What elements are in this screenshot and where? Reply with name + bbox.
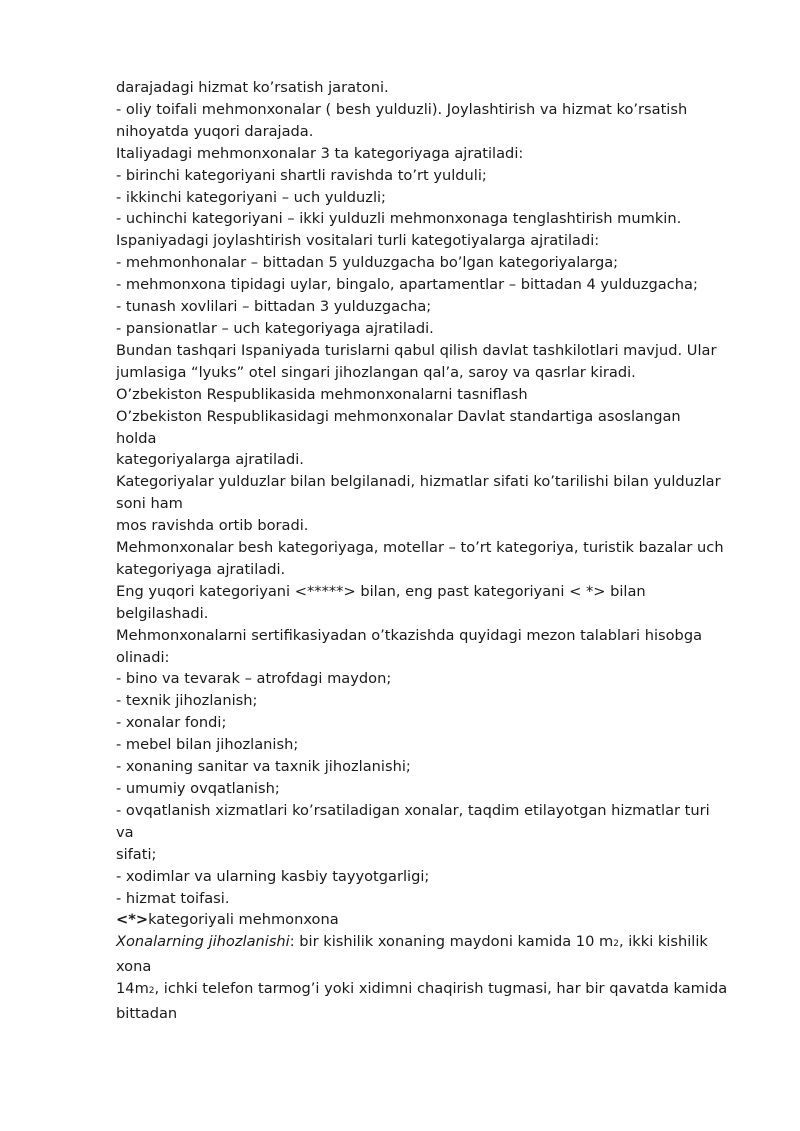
text-line: Bundan tashqari Ispaniyada turislarni qabul qilish davlat tashkilotlari mavjud. Ular: [116, 341, 717, 359]
category-stars: <*>: [116, 911, 149, 929]
text-line: va: [116, 823, 134, 841]
text-line: - uchinchi kategoriyani – ikki yulduzli mehmonxonaga tenglashtirish mumkin.: [116, 210, 682, 228]
text-line: [116, 978, 756, 1003]
list-item: - texnik jihozlanish;: [116, 692, 258, 710]
text-line: Mehmonxonalarni sertifikasiyadan o’tkazishda quyidagi mezon talablari hisobga: [116, 626, 703, 644]
text-line: kategoriyalarga ajratiladi.: [116, 451, 304, 469]
text-line: mos ravishda ortib boradi.: [116, 517, 309, 535]
text-line: Ispaniyadagi joylashtirish vositalari turli kategotiyalarga ajratiladi:: [116, 232, 600, 250]
list-item: - hizmat toifasi.: [116, 889, 230, 907]
text-line: darajadagi hizmat ko’rsatish jaratoni.: [116, 79, 389, 96]
list-item: - xonaning sanitar va taxnik jihozlanishi;: [116, 758, 411, 776]
text-after-area: , ichki telefon tarmog’i yoki xidimni chaqirish tugmasi, har bir qavatda kamida: [154, 980, 728, 998]
rooms-label: Xonalarning jihozlanishi: [116, 933, 290, 951]
rooms-text-a: : bir kishilik xonaning maydoni kamida 10 m: [289, 933, 614, 951]
text-line: - oliy toifali mehmonxonalar ( besh yulduzli). Joylashtirish va hizmat ko’rsatish: [116, 100, 688, 118]
subscript: 2: [613, 939, 619, 950]
text-line: - ikkinchi kategoriyani – uch yulduzli;: [116, 188, 386, 206]
text-line: belgilashadi.: [116, 604, 209, 622]
text-line: jumlasiga “lyuks” otel singari jihozlangan qal’a, saroy va qasrlar kiradi.: [116, 363, 636, 381]
rooms-text-b: , ikki kishilik: [618, 933, 708, 951]
text-line: Eng yuqori kategoriyani <*****> bilan, eng past kategoriyani < *> bilan: [116, 582, 646, 600]
text-line: olinadi:: [116, 648, 170, 666]
text-line: xona: [116, 958, 152, 976]
list-item: - bino va tevarak – atrofdagi maydon;: [116, 670, 392, 688]
document-page: [116, 77, 756, 1025]
rooms-line: [116, 931, 756, 956]
section-heading: O’zbekiston Respublikasida mehmonxonalarni tasniflash: [116, 385, 528, 403]
text-line: - pansionatlar – uch kategoriyaga ajratiladi.: [116, 319, 434, 337]
text-line: O’zbekiston Respublikasidagi mehmonxonalar Davlat standartiga asoslangan: [116, 407, 681, 425]
category-heading-text: kategoriyali mehmonxona: [148, 911, 339, 929]
text-line: kategoriyaga ajratiladi.: [116, 560, 286, 578]
area-value: 14m: [116, 980, 149, 998]
text-line: bittadan: [116, 1005, 178, 1023]
text-line: - tunash xovlilari – bittadan 3 yulduzgacha;: [116, 298, 432, 316]
subscript: 2: [148, 986, 155, 997]
text-line: Kategoriyalar yulduzlar bilan belgilanadi, hizmatlar sifati ko’tarilishi bilan yulduzlar: [116, 473, 721, 491]
list-item: - mebel bilan jihozlanish;: [116, 736, 299, 754]
list-item: - xodimlar va ularning kasbiy tayyotgarligi;: [116, 867, 430, 885]
list-item: - xonalar fondi;: [116, 714, 227, 732]
text-line: nihoyatda yuqori darajada.: [116, 122, 314, 140]
text-line: - birinchi kategoriyani shartli ravishda to’rt yulduli;: [116, 166, 487, 184]
text-line: Italiyadagi mehmonxonalar 3 ta kategoriyaga ajratiladi:: [116, 144, 524, 162]
text-line: - mehmonxona tipidagi uylar, bingalo, apartamentlar – bittadan 4 yulduzgacha;: [116, 276, 698, 294]
list-item: - umumiy ovqatlanish;: [116, 780, 280, 797]
category-heading: [116, 909, 756, 931]
text-line: - mehmonhonalar – bittadan 5 yulduzgacha bo’lgan kategoriyalarga;: [116, 254, 619, 272]
text-line: Mehmonxonalar besh kategoriyaga, motellar – to’rt kategoriya, turistik bazalar uch: [116, 539, 724, 557]
text-line: holda: [116, 429, 157, 447]
list-item: - ovqatlanish xizmatlari ko’rsatiladigan xonalar, taqdim etilayotgan hizmatlar turi: [116, 801, 710, 819]
text-line: soni ham: [116, 495, 183, 513]
text-line: sifati;: [116, 845, 157, 863]
